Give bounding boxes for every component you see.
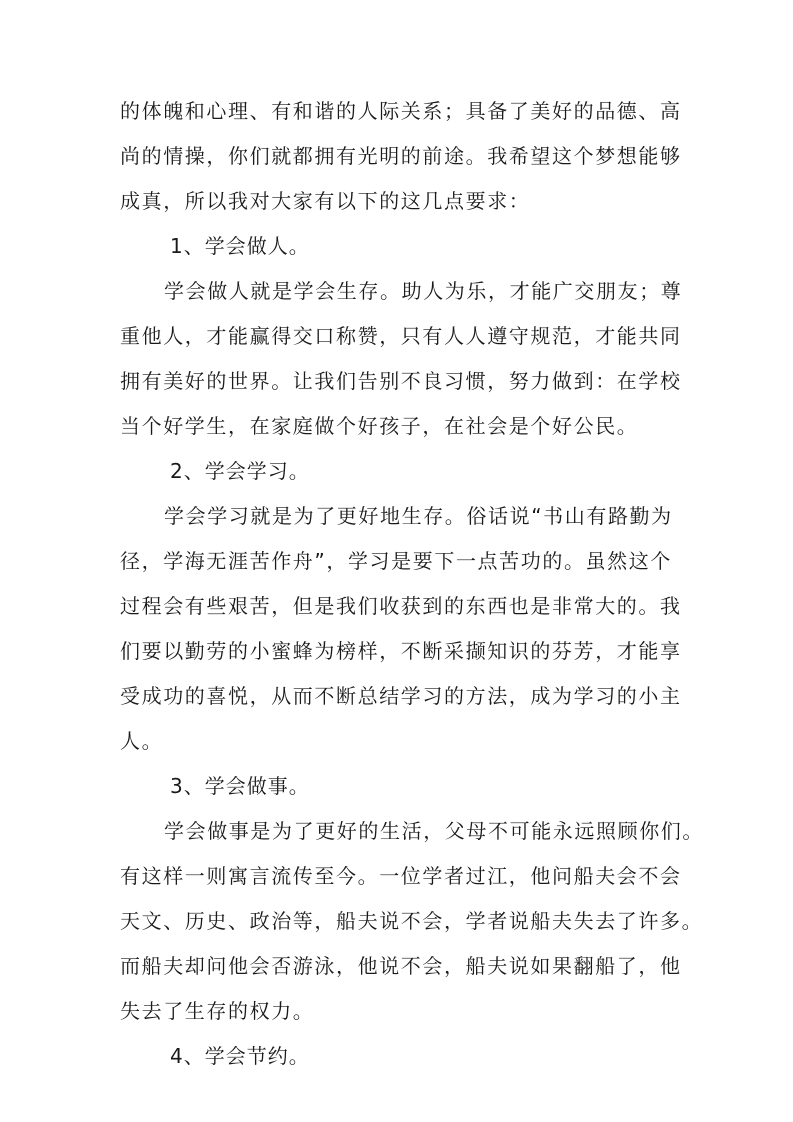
text-line: 尚的情操，你们就都拥有光明的前途。我希望这个梦想能够 (120, 144, 682, 168)
text-line: 学会做人就是学会生存。助人为乐，才能广交朋友；尊 (164, 279, 683, 303)
section-heading: 1、学会做人。 (170, 234, 310, 258)
text-line: 学会做事是为了更好的生活，父母不可能永远照顾你们。 (164, 819, 704, 843)
section-heading: 4、学会节约。 (170, 1044, 310, 1068)
text-line: 拥有美好的世界。让我们告别不良习惯，努力做到：在学校 (120, 369, 682, 393)
text-line: 天文、历史、政治等，船夫说不会，学者说船夫失去了许多。 (120, 909, 704, 933)
text-line: 失去了生存的权力。 (120, 999, 315, 1023)
text-line: 学会学习就是为了更好地生存。俗话说“书山有路勤为 (164, 504, 673, 528)
text-line: 们要以勤劳的小蜜蜂为榜样，不断采撷知识的芬芳，才能享 (120, 639, 682, 663)
text-line: 的体魄和心理、有和谐的人际关系；具备了美好的品德、高 (120, 99, 682, 123)
text-line: 受成功的喜悦，从而不断总结学习的方法，成为学习的小主 (120, 684, 682, 708)
text-line: 而船夫却问他会否游泳，他说不会，船夫说如果翻船了，他 (120, 954, 682, 978)
text-line: 人。 (120, 729, 164, 753)
section-heading: 2、学会学习。 (170, 459, 310, 483)
text-line: 过程会有些艰苦，但是我们收获到的东西也是非常大的。我 (120, 594, 682, 618)
text-line: 成真，所以我对大家有以下的这几点要求： (120, 189, 531, 213)
text-line: 径，学海无涯苦作舟”，学习是要下一点苦功的。虽然这个 (120, 549, 672, 573)
section-heading: 3、学会做事。 (170, 774, 310, 798)
text-line: 重他人，才能赢得交口称赞，只有人人遵守规范，才能共同 (120, 324, 682, 348)
text-line: 当个好学生，在家庭做个好孩子，在社会是个好公民。 (120, 414, 639, 438)
text-line: 有这样一则寓言流传至今。一位学者过江，他问船夫会不会 (120, 864, 682, 888)
